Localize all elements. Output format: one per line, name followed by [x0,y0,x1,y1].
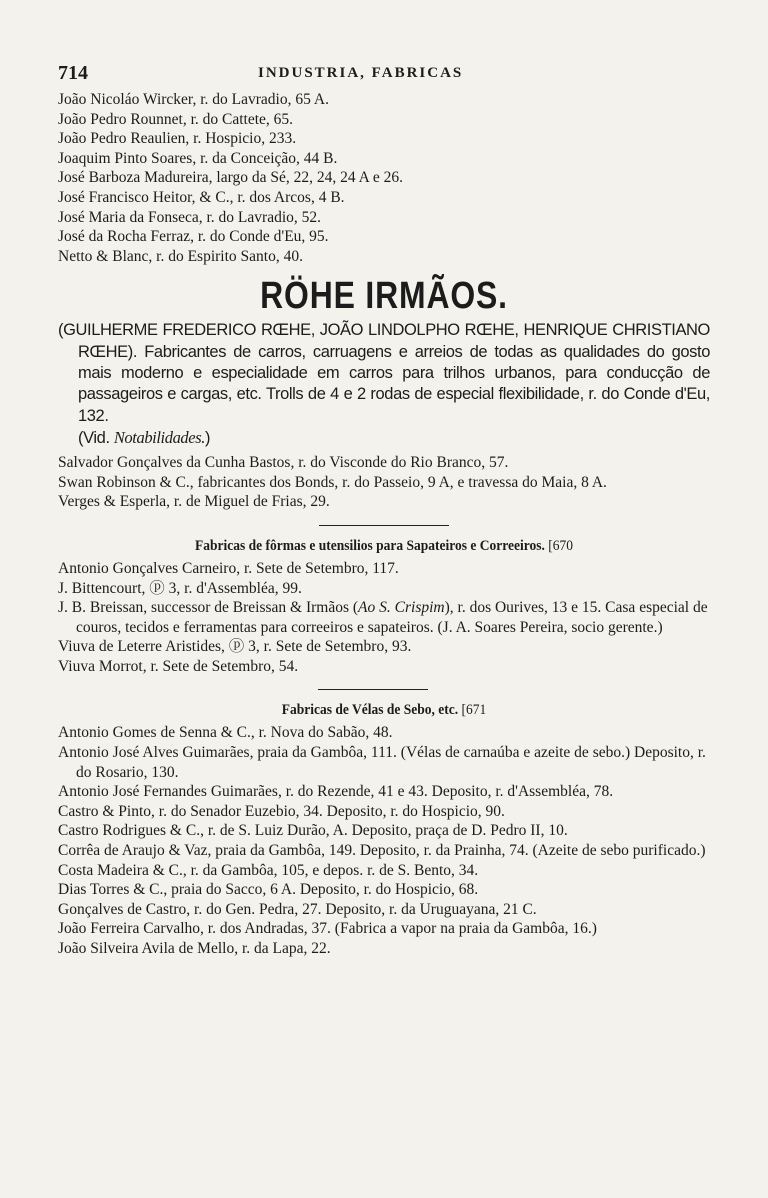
list-item: Antonio Gomes de Senna & C., r. Nova do Sabão, 48. [58,724,393,742]
list-item: Antonio José Fernandes Guimarães, r. do Rezende, 41 e 43. Deposito, r. d'Assembléa, 78. [58,783,614,801]
feature-ref-close: ) [204,428,211,447]
breissan-text-b: ), r. dos Ourives, 13 e 15. Casa especial de couros, tecidos e ferramentas para correeiros e sapateiros. (J. A. Soares Pereira, socio gerente.) [76,599,708,636]
list-item [58,598,710,637]
list-item: Swan Robinson & C., fabricantes dos Bonds, r. do Passeio, 9 A, e travessa do Maia, 8 A. [58,473,607,491]
list-item: Netto & Blanc, r. do Espirito Santo, 40. [58,247,303,265]
list-item: Antonio José Alves Guimarães, praia da Gambôa, 111. (Vélas de carnaúba e azeite de sebo.) Deposito, r. do Rosario, 130. [58,744,706,781]
list-item: José Barboza Madureira, largo da Sé, 22, 24, 24 A e 26. [58,169,403,187]
list-item: José Francisco Heitor, & C., r. dos Arcos, 4 B. [58,188,345,206]
section-heading [91,700,678,720]
list-item: Costa Madeira & C., r. da Gambôa, 105, e depos. r. de S. Bento, 34. [58,861,479,879]
list-item: Salvador Gonçalves da Cunha Bastos, r. do Visconde do Rio Branco, 57. [58,454,509,472]
list-item: João Pedro Rounnet, r. do Cattete, 65. [58,110,294,128]
running-title: INDUSTRIA, FABRICAS [258,65,464,81]
list-item: Joaquim Pinto Soares, r. da Conceição, 44 B. [58,149,338,167]
list-item: Dias Torres & C., praia do Sacco, 6 A. Deposito, r. do Hospicio, 68. [58,881,479,899]
list-item: José da Rocha Ferraz, r. do Conde d'Eu, 95. [58,228,329,246]
section-divider [319,525,449,526]
page-content [58,90,710,959]
list-item: João Ferreira Carvalho, r. dos Andradas, 37. (Fabrica a vapor na praia da Gambôa, 16.) [58,920,597,938]
breissan-shop-name: Ao S. Crispim [358,599,445,617]
list-item: João Nicoláo Wircker, r. do Lavradio, 65 A. [58,91,329,108]
entries-mid [58,453,710,512]
entries-top [58,90,710,266]
section-entries [58,559,710,677]
section-title: Fabricas de Vélas de Sebo, etc. [281,702,459,719]
section-entries [58,723,710,958]
section-number: [671 [461,702,487,719]
list-item: Antonio Gonçalves Carneiro, r. Sete de Setembro, 117. [58,559,399,577]
section-title: Fabricas de fôrmas e utensilios para Sapateiros e Correeiros. [195,537,545,554]
breissan-text-a: J. B. Breissan, successor de Breissan & Irmãos ( [58,599,359,617]
feature-firm-description [58,320,710,449]
section-number: [670 [548,537,573,554]
list-item: Castro & Pinto, r. do Senador Euzebio, 34. Deposito, r. do Hospicio, 90. [58,802,505,820]
section-heading [91,536,678,556]
list-item: Castro Rodrigues & C., r. de S. Luiz Durão, A. Deposito, praça de D. Pedro II, 10. [58,822,568,840]
feature-ref-open: (Vid. [78,428,114,447]
list-item: Corrêa de Araujo & Vaz, praia da Gambôa, 149. Deposito, r. da Prainha, 74. (Azeite de sebo purificado.) [58,842,706,860]
page-header [58,62,708,84]
list-item: João Pedro Reaulien, r. Hospicio, 233. [58,130,297,148]
feature-firm-text: (GUILHERME FREDERICO RŒHE, JOÃO LINDOLPHO RŒHE, HENRIQUE CHRISTIANO RŒHE). Fabricantes de carros, carruagens e arreios de todas as qualidades do gosto mais moderno e especialidade em carros para trilhos urbanos, para conducção de passageiros e cargas, etc. Trolls de 4 e 2 rodas de especial flexibilidade, r. do Conde d'Eu, 132. [58,321,710,425]
list-item: Gonçalves de Castro, r. do Gen. Pedra, 27. Deposito, r. da Uruguayana, 21 C. [58,900,537,918]
feature-ref: Notabilidades. [113,427,205,447]
list-item: Viuva Morrot, r. Sete de Setembro, 54. [58,657,299,675]
list-item: J. Bittencourt, ⓟ 3, r. d'Assembléa, 99. [58,579,302,597]
section-divider [318,689,428,690]
feature-firm-name: RÖHE IRMÃOS. [260,275,508,318]
list-item: Viuva de Leterre Aristides, ⓟ 3, r. Sete de Setembro, 93. [58,638,412,656]
page-number: 714 [58,62,88,84]
list-item: José Maria da Fonseca, r. do Lavradio, 52. [58,208,322,226]
list-item: Verges & Esperla, r. de Miguel de Frias, 29. [58,493,330,511]
list-item: João Silveira Avila de Mello, r. da Lapa, 22. [58,940,331,957]
